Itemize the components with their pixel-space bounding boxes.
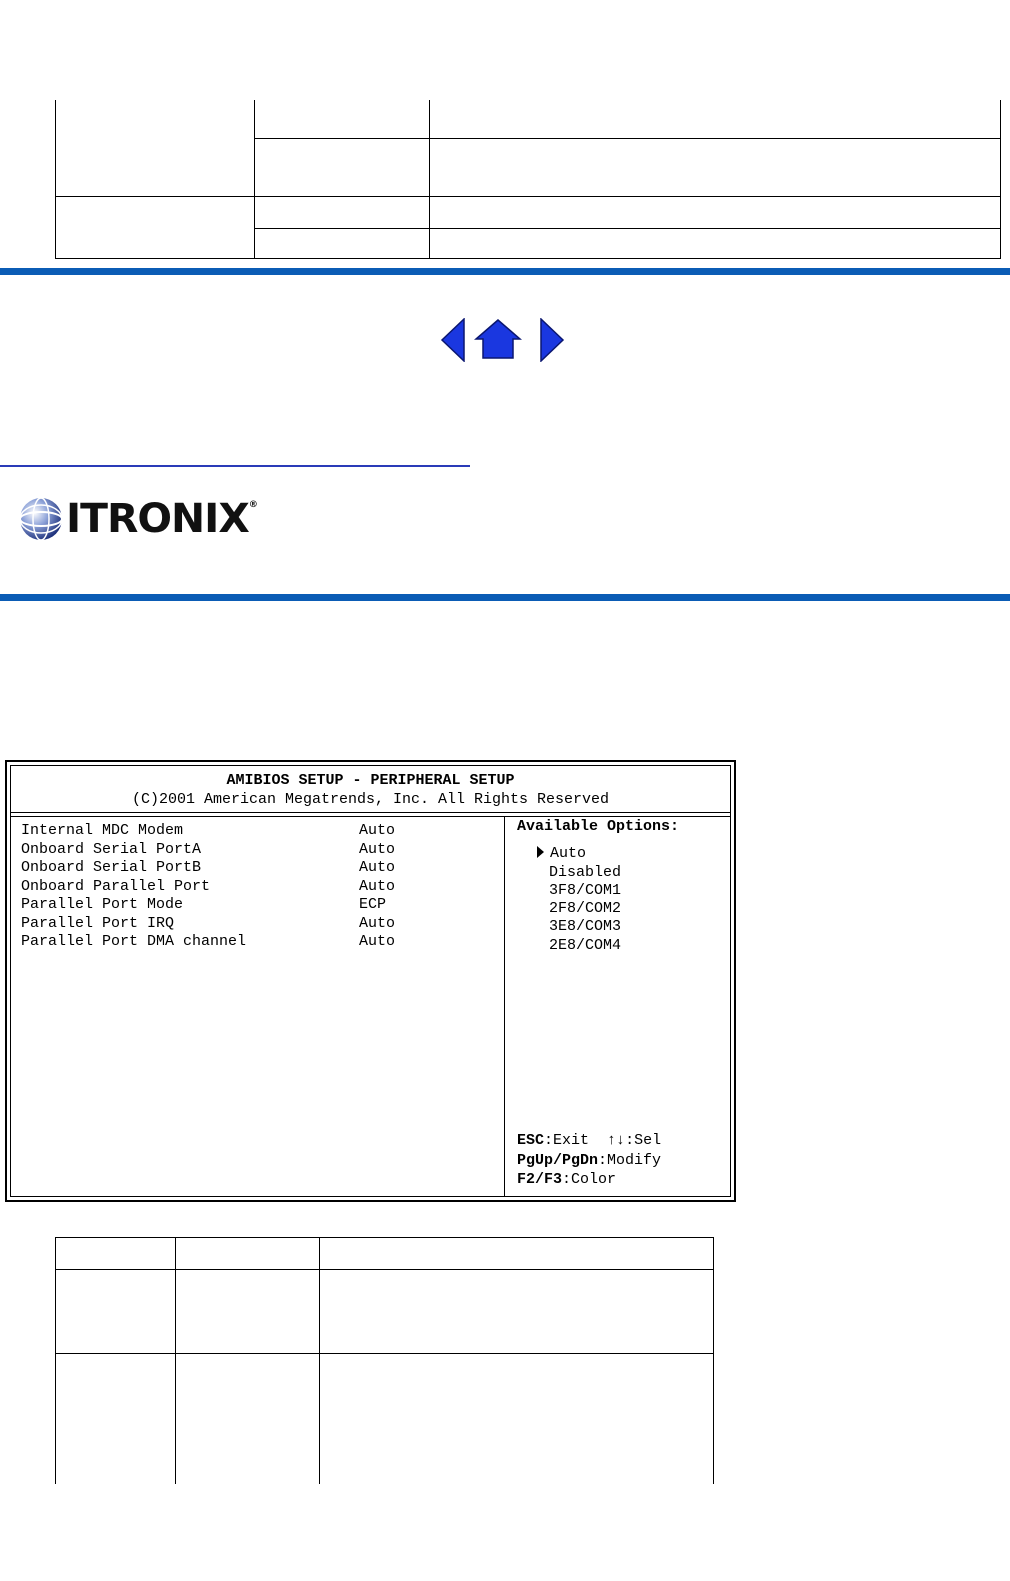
bios-setting-value[interactable]: Auto bbox=[359, 914, 396, 932]
brand-logo: ITRONIX® bbox=[66, 496, 257, 542]
bottom-table bbox=[55, 1237, 714, 1484]
key-help: PgUp/PgDn:Modify bbox=[517, 1152, 662, 1169]
bios-setting-label[interactable]: Onboard Parallel Port bbox=[21, 877, 211, 895]
bios-setting-label[interactable]: Onboard Serial PortA bbox=[21, 840, 202, 858]
bios-setting-label[interactable]: Parallel Port Mode bbox=[21, 896, 184, 913]
bottom-table-cell bbox=[176, 1270, 320, 1354]
bios-setting-value[interactable]: ECP bbox=[359, 896, 387, 913]
option-item[interactable]: 2F8/COM2 bbox=[549, 900, 622, 917]
bottom-table-cell bbox=[320, 1354, 714, 1484]
top-table-cell bbox=[430, 100, 1001, 138]
top-table-cell bbox=[255, 138, 430, 196]
bios-setting-value[interactable]: Auto bbox=[359, 933, 396, 950]
bios-setting-label[interactable]: Onboard Serial PortB bbox=[21, 859, 202, 876]
bios-panel-divider bbox=[504, 816, 505, 1196]
top-table-cell bbox=[430, 228, 1001, 258]
bios-setting-label[interactable]: Internal MDC Modem bbox=[21, 822, 184, 839]
bottom-table-cell bbox=[56, 1354, 176, 1484]
bios-copyright: (C)2001 American Megatrends, Inc. All Rights Reserved bbox=[131, 791, 610, 808]
bottom-table-cell bbox=[176, 1238, 320, 1270]
option-item[interactable]: 3E8/COM3 bbox=[549, 918, 622, 935]
back-arrow-icon[interactable] bbox=[440, 318, 466, 362]
key-help: ESC:Exit ↑↓:Sel bbox=[517, 1132, 662, 1149]
bottom-table-cell bbox=[56, 1270, 176, 1354]
top-table-cell bbox=[255, 100, 430, 138]
bios-setting-value[interactable]: Auto bbox=[359, 840, 396, 858]
top-table-cell bbox=[430, 138, 1001, 196]
bottom-table-cell bbox=[320, 1238, 714, 1270]
bios-title: AMIBIOS SETUP - PERIPHERAL SETUP bbox=[226, 772, 515, 789]
bottom-table-cell bbox=[176, 1354, 320, 1484]
horizontal-rule bbox=[0, 268, 1010, 275]
option-item[interactable]: Disabled bbox=[549, 864, 622, 881]
top-table-cell bbox=[255, 196, 430, 228]
option-item[interactable]: 2E8/COM4 bbox=[549, 937, 622, 954]
option-item[interactable]: Auto bbox=[537, 845, 586, 864]
link-underline[interactable] bbox=[0, 465, 470, 467]
bios-header-divider bbox=[11, 812, 730, 817]
key-help: F2/F3:Color bbox=[517, 1171, 617, 1188]
selected-arrow-icon bbox=[537, 846, 544, 858]
top-table bbox=[55, 100, 1001, 259]
top-table-cell bbox=[56, 196, 255, 258]
top-table-cell bbox=[56, 100, 255, 196]
bottom-table-cell bbox=[320, 1270, 714, 1354]
bios-screen bbox=[5, 760, 736, 1202]
forward-arrow-icon[interactable] bbox=[539, 318, 565, 362]
option-item[interactable]: 3F8/COM1 bbox=[549, 882, 622, 899]
horizontal-rule bbox=[0, 594, 1010, 601]
top-table-cell bbox=[430, 196, 1001, 228]
bottom-table-cell bbox=[56, 1238, 176, 1270]
options-heading: Available Options: bbox=[517, 818, 680, 835]
bios-setting-value[interactable]: Auto bbox=[359, 877, 396, 895]
bios-setting-value[interactable]: Auto bbox=[359, 822, 396, 839]
globe-logo-icon bbox=[18, 496, 64, 542]
home-icon[interactable] bbox=[474, 318, 522, 360]
bios-setting-label[interactable]: Parallel Port DMA channel bbox=[21, 933, 247, 950]
bios-setting-label[interactable]: Parallel Port IRQ bbox=[21, 914, 175, 932]
bios-setting-value[interactable]: Auto bbox=[359, 859, 396, 876]
top-table-cell bbox=[255, 228, 430, 258]
